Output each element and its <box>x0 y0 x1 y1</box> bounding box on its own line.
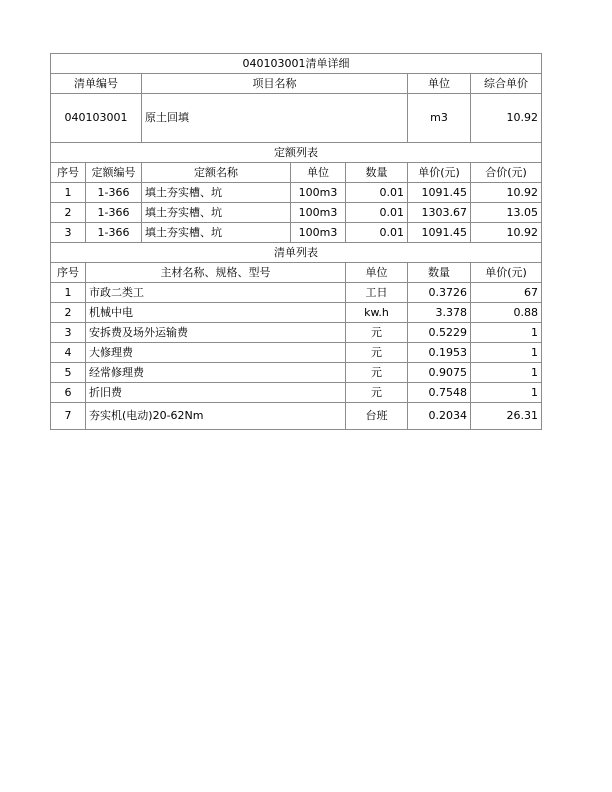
quota-header-cell: 定额名称 <box>142 163 291 183</box>
material-quantity: 0.5229 <box>408 323 471 343</box>
material-header-cell: 单位 <box>346 263 408 283</box>
bill-detail-table <box>50 53 542 430</box>
material-index: 2 <box>51 303 86 323</box>
material-unit-price: 67 <box>471 283 542 303</box>
material-row <box>51 383 542 403</box>
code-header: 清单编号 <box>51 74 142 94</box>
quota-unit: 100m3 <box>291 223 346 243</box>
quota-header-row <box>51 163 542 183</box>
material-quantity: 3.378 <box>408 303 471 323</box>
quota-header-cell: 定额编号 <box>86 163 142 183</box>
quota-total: 10.92 <box>471 183 542 203</box>
quota-code: 1-366 <box>86 203 142 223</box>
material-header-cell: 数量 <box>408 263 471 283</box>
material-index: 1 <box>51 283 86 303</box>
material-header-cell: 单价(元) <box>471 263 542 283</box>
quota-index: 3 <box>51 223 86 243</box>
quota-code: 1-366 <box>86 183 142 203</box>
material-unit: 台班 <box>346 403 408 430</box>
quota-quantity: 0.01 <box>346 203 408 223</box>
material-unit: 工日 <box>346 283 408 303</box>
material-index: 5 <box>51 363 86 383</box>
material-row <box>51 323 542 343</box>
quota-unit: 100m3 <box>291 203 346 223</box>
quota-row <box>51 203 542 223</box>
quota-header-cell: 合价(元) <box>471 163 542 183</box>
material-header-row <box>51 263 542 283</box>
name-header: 项目名称 <box>142 74 408 94</box>
quota-quantity: 0.01 <box>346 183 408 203</box>
item-unit: m3 <box>408 94 471 143</box>
material-index: 3 <box>51 323 86 343</box>
material-unit-price: 1 <box>471 383 542 403</box>
material-name: 折旧费 <box>86 383 346 403</box>
material-unit: 元 <box>346 383 408 403</box>
quota-quantity: 0.01 <box>346 223 408 243</box>
material-unit: kw.h <box>346 303 408 323</box>
material-header-cell: 主材名称、规格、型号 <box>86 263 346 283</box>
material-unit: 元 <box>346 343 408 363</box>
material-unit-price: 1 <box>471 363 542 383</box>
price-header: 综合单价 <box>471 74 542 94</box>
quota-unit: 100m3 <box>291 183 346 203</box>
quota-code: 1-366 <box>86 223 142 243</box>
quota-index: 1 <box>51 183 86 203</box>
material-name: 市政二类工 <box>86 283 346 303</box>
material-unit-price: 1 <box>471 343 542 363</box>
material-quantity: 0.1953 <box>408 343 471 363</box>
quota-header-cell: 数量 <box>346 163 408 183</box>
quota-section-title: 定额列表 <box>51 143 542 163</box>
material-index: 4 <box>51 343 86 363</box>
quota-unit-price: 1091.45 <box>408 183 471 203</box>
quota-total: 13.05 <box>471 203 542 223</box>
material-row <box>51 283 542 303</box>
material-header-cell: 序号 <box>51 263 86 283</box>
quota-total: 10.92 <box>471 223 542 243</box>
material-name: 机械中电 <box>86 303 346 323</box>
item-price: 10.92 <box>471 94 542 143</box>
material-section-title: 清单列表 <box>51 243 542 263</box>
material-quantity: 0.3726 <box>408 283 471 303</box>
material-unit-price: 1 <box>471 323 542 343</box>
material-unit: 元 <box>346 363 408 383</box>
quota-header-cell: 序号 <box>51 163 86 183</box>
material-index: 7 <box>51 403 86 430</box>
material-row <box>51 303 542 323</box>
quota-header-cell: 单位 <box>291 163 346 183</box>
material-name: 安拆费及场外运输费 <box>86 323 346 343</box>
material-unit: 元 <box>346 323 408 343</box>
quota-row <box>51 183 542 203</box>
item-name: 原土回填 <box>142 94 408 143</box>
quota-name: 填土夯实槽、坑 <box>142 203 291 223</box>
quota-name: 填土夯实槽、坑 <box>142 183 291 203</box>
quota-index: 2 <box>51 203 86 223</box>
quota-unit-price: 1303.67 <box>408 203 471 223</box>
quota-header-cell: 单价(元) <box>408 163 471 183</box>
quota-unit-price: 1091.45 <box>408 223 471 243</box>
material-row <box>51 343 542 363</box>
material-quantity: 0.2034 <box>408 403 471 430</box>
material-quantity: 0.9075 <box>408 363 471 383</box>
material-row <box>51 363 542 383</box>
bill-detail-sheet <box>50 53 541 430</box>
sheet-title: 040103001清单详细 <box>51 54 542 74</box>
quota-row <box>51 223 542 243</box>
material-name: 经常修理费 <box>86 363 346 383</box>
material-row <box>51 403 542 430</box>
unit-header: 单位 <box>408 74 471 94</box>
material-index: 6 <box>51 383 86 403</box>
material-name: 大修理费 <box>86 343 346 363</box>
material-unit-price: 0.88 <box>471 303 542 323</box>
material-unit-price: 26.31 <box>471 403 542 430</box>
material-quantity: 0.7548 <box>408 383 471 403</box>
material-name: 夯实机(电动)20-62Nm <box>86 403 346 430</box>
item-code: 040103001 <box>51 94 142 143</box>
quota-name: 填土夯实槽、坑 <box>142 223 291 243</box>
